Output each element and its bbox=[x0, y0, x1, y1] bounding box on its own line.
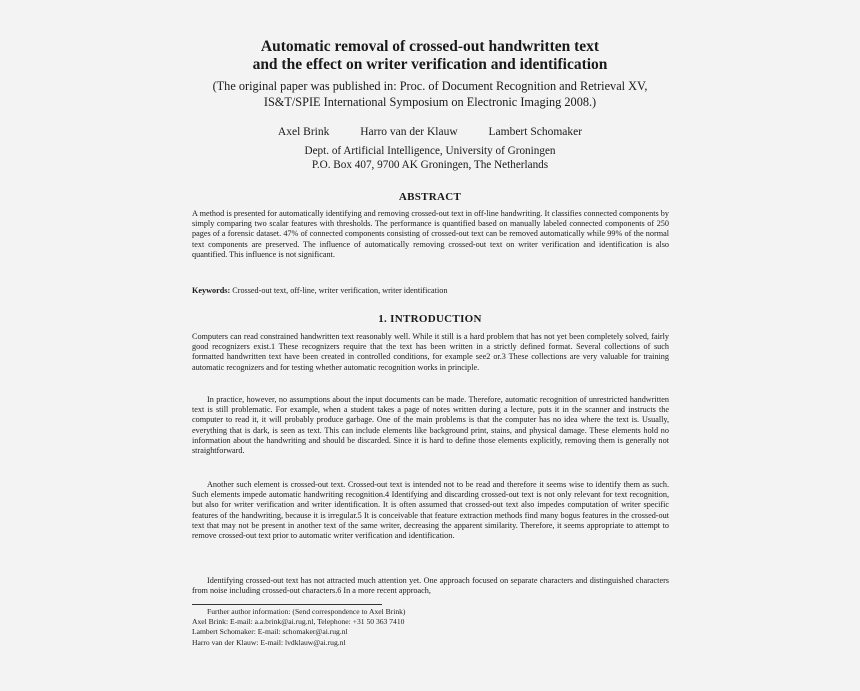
intro-paragraph-4: Identifying crossed-out text has not attracted much attention yet. One approach focused on separate characters and distinguished characters from noise including crossed-out characters.6 In a more recent approach, bbox=[192, 576, 669, 596]
keywords-text: Crossed-out text, off-line, writer verification, writer identification bbox=[232, 286, 448, 295]
introduction-heading: 1. INTRODUCTION bbox=[378, 313, 482, 325]
footnote-line: Axel Brink: E-mail: a.a.brink@ai.rug.nl, Telephone: +31 50 363 7410 bbox=[192, 617, 405, 627]
footnote-divider bbox=[192, 604, 382, 605]
author-name: Axel Brink bbox=[277, 126, 330, 138]
intro-paragraph-1: Computers can read constrained handwritten text reasonably well. While it still is a hard problem that has not yet been completely solved, fairly good recognizers exist.1 These recognizers require that the text has been written in a strictly defined format. Several collections of such formatted handwritten text have been created in controlled conditions, for example see2 or.3 These collections are very valuable for training automatic recognizers and for testing whether automatic recognition works in principle. bbox=[192, 332, 669, 372]
author-name: Lambert Schomaker bbox=[488, 126, 583, 138]
keywords-label: Keywords: bbox=[192, 286, 231, 295]
publication-note-line-2: IS&T/SPIE International Symposium on Electronic Imaging 2008.) bbox=[263, 95, 597, 109]
author-list bbox=[0, 125, 860, 139]
abstract-text: A method is presented for automatically identifying and removing crossed-out text in off-line handwriting. It classifies connected components by simply comparing two scalar features with thresholds. The performance is quantified based on manually labeled connected components of 250 pages of a forensic dataset. 47% of connected components consisting of crossed-out text can be removed automatically while 99% of the normal text components are preserved. The influence of automatically removing crossed-out text on writer verification and identification is also quantified. This influence is not significant. bbox=[192, 209, 669, 259]
title-line-2: and the effect on writer verification and identification bbox=[252, 56, 608, 73]
publication-note-line-1: (The original paper was published in: Proc. of Document Recognition and Retrieval XV, bbox=[212, 79, 648, 93]
footnotes bbox=[192, 607, 669, 648]
title-line-1: Automatic removal of crossed-out handwritten text bbox=[260, 38, 600, 55]
intro-paragraph-2: In practice, however, no assumptions about the input documents can be made. Therefore, automatic recognition of unrestricted handwritten text is still problematic. For example, when a student takes a page of notes written during a lecture, puts it in the scanner and instructs the computer to read it, it will probably produce garbage. One of the main problems is that the computer has no idea where the text is. Usually, everything that is dark, is seen as text. This can include elements like background print, stains, and physical damage. These elements hold no information about the handwriting and should be discarded. Since it is hard to define those elements explicitly, removing them is generally not straightforward. bbox=[192, 395, 669, 456]
footnote-line: Further author information: (Send correspondence to Axel Brink) bbox=[207, 607, 406, 616]
affiliation bbox=[0, 144, 860, 172]
author-name: Harro van der Klauw bbox=[360, 126, 458, 138]
intro-paragraph-3: Another such element is crossed-out text. Crossed-out text is intended not to be read and therefore it seems wise to identify them as such. Such elements impede automatic handwriting recognition.4 Identifying and discarding crossed-out text is not only relevant for text recognition, but also for writer verification and writer identification. It is often assumed that crossed-out text also impedes computation of writer specific features of the handwriting, because it is irregular.5 It is conceivable that feature extraction methods find many bogus features in the crossed-out text that may not be present in another text of the same writer, decreasing the apparent similarity. Therefore, it seems appropriate to attempt to remove crossed-out text prior to automatic writer verification and identification. bbox=[192, 480, 669, 541]
paper-title bbox=[0, 38, 860, 74]
affiliation-line-2: P.O. Box 407, 9700 AK Groningen, The Netherlands bbox=[311, 159, 549, 171]
footnote-line: Lambert Schomaker: E-mail: schomaker@ai.rug.nl bbox=[192, 627, 348, 637]
abstract-heading: ABSTRACT bbox=[398, 191, 462, 203]
keywords bbox=[192, 286, 669, 296]
affiliation-line-1: Dept. of Artificial Intelligence, University of Groningen bbox=[304, 145, 556, 157]
publication-note bbox=[0, 78, 860, 110]
footnote-line: Harro van der Klauw: E-mail: lvdklauw@ai.rug.nl bbox=[192, 637, 346, 647]
